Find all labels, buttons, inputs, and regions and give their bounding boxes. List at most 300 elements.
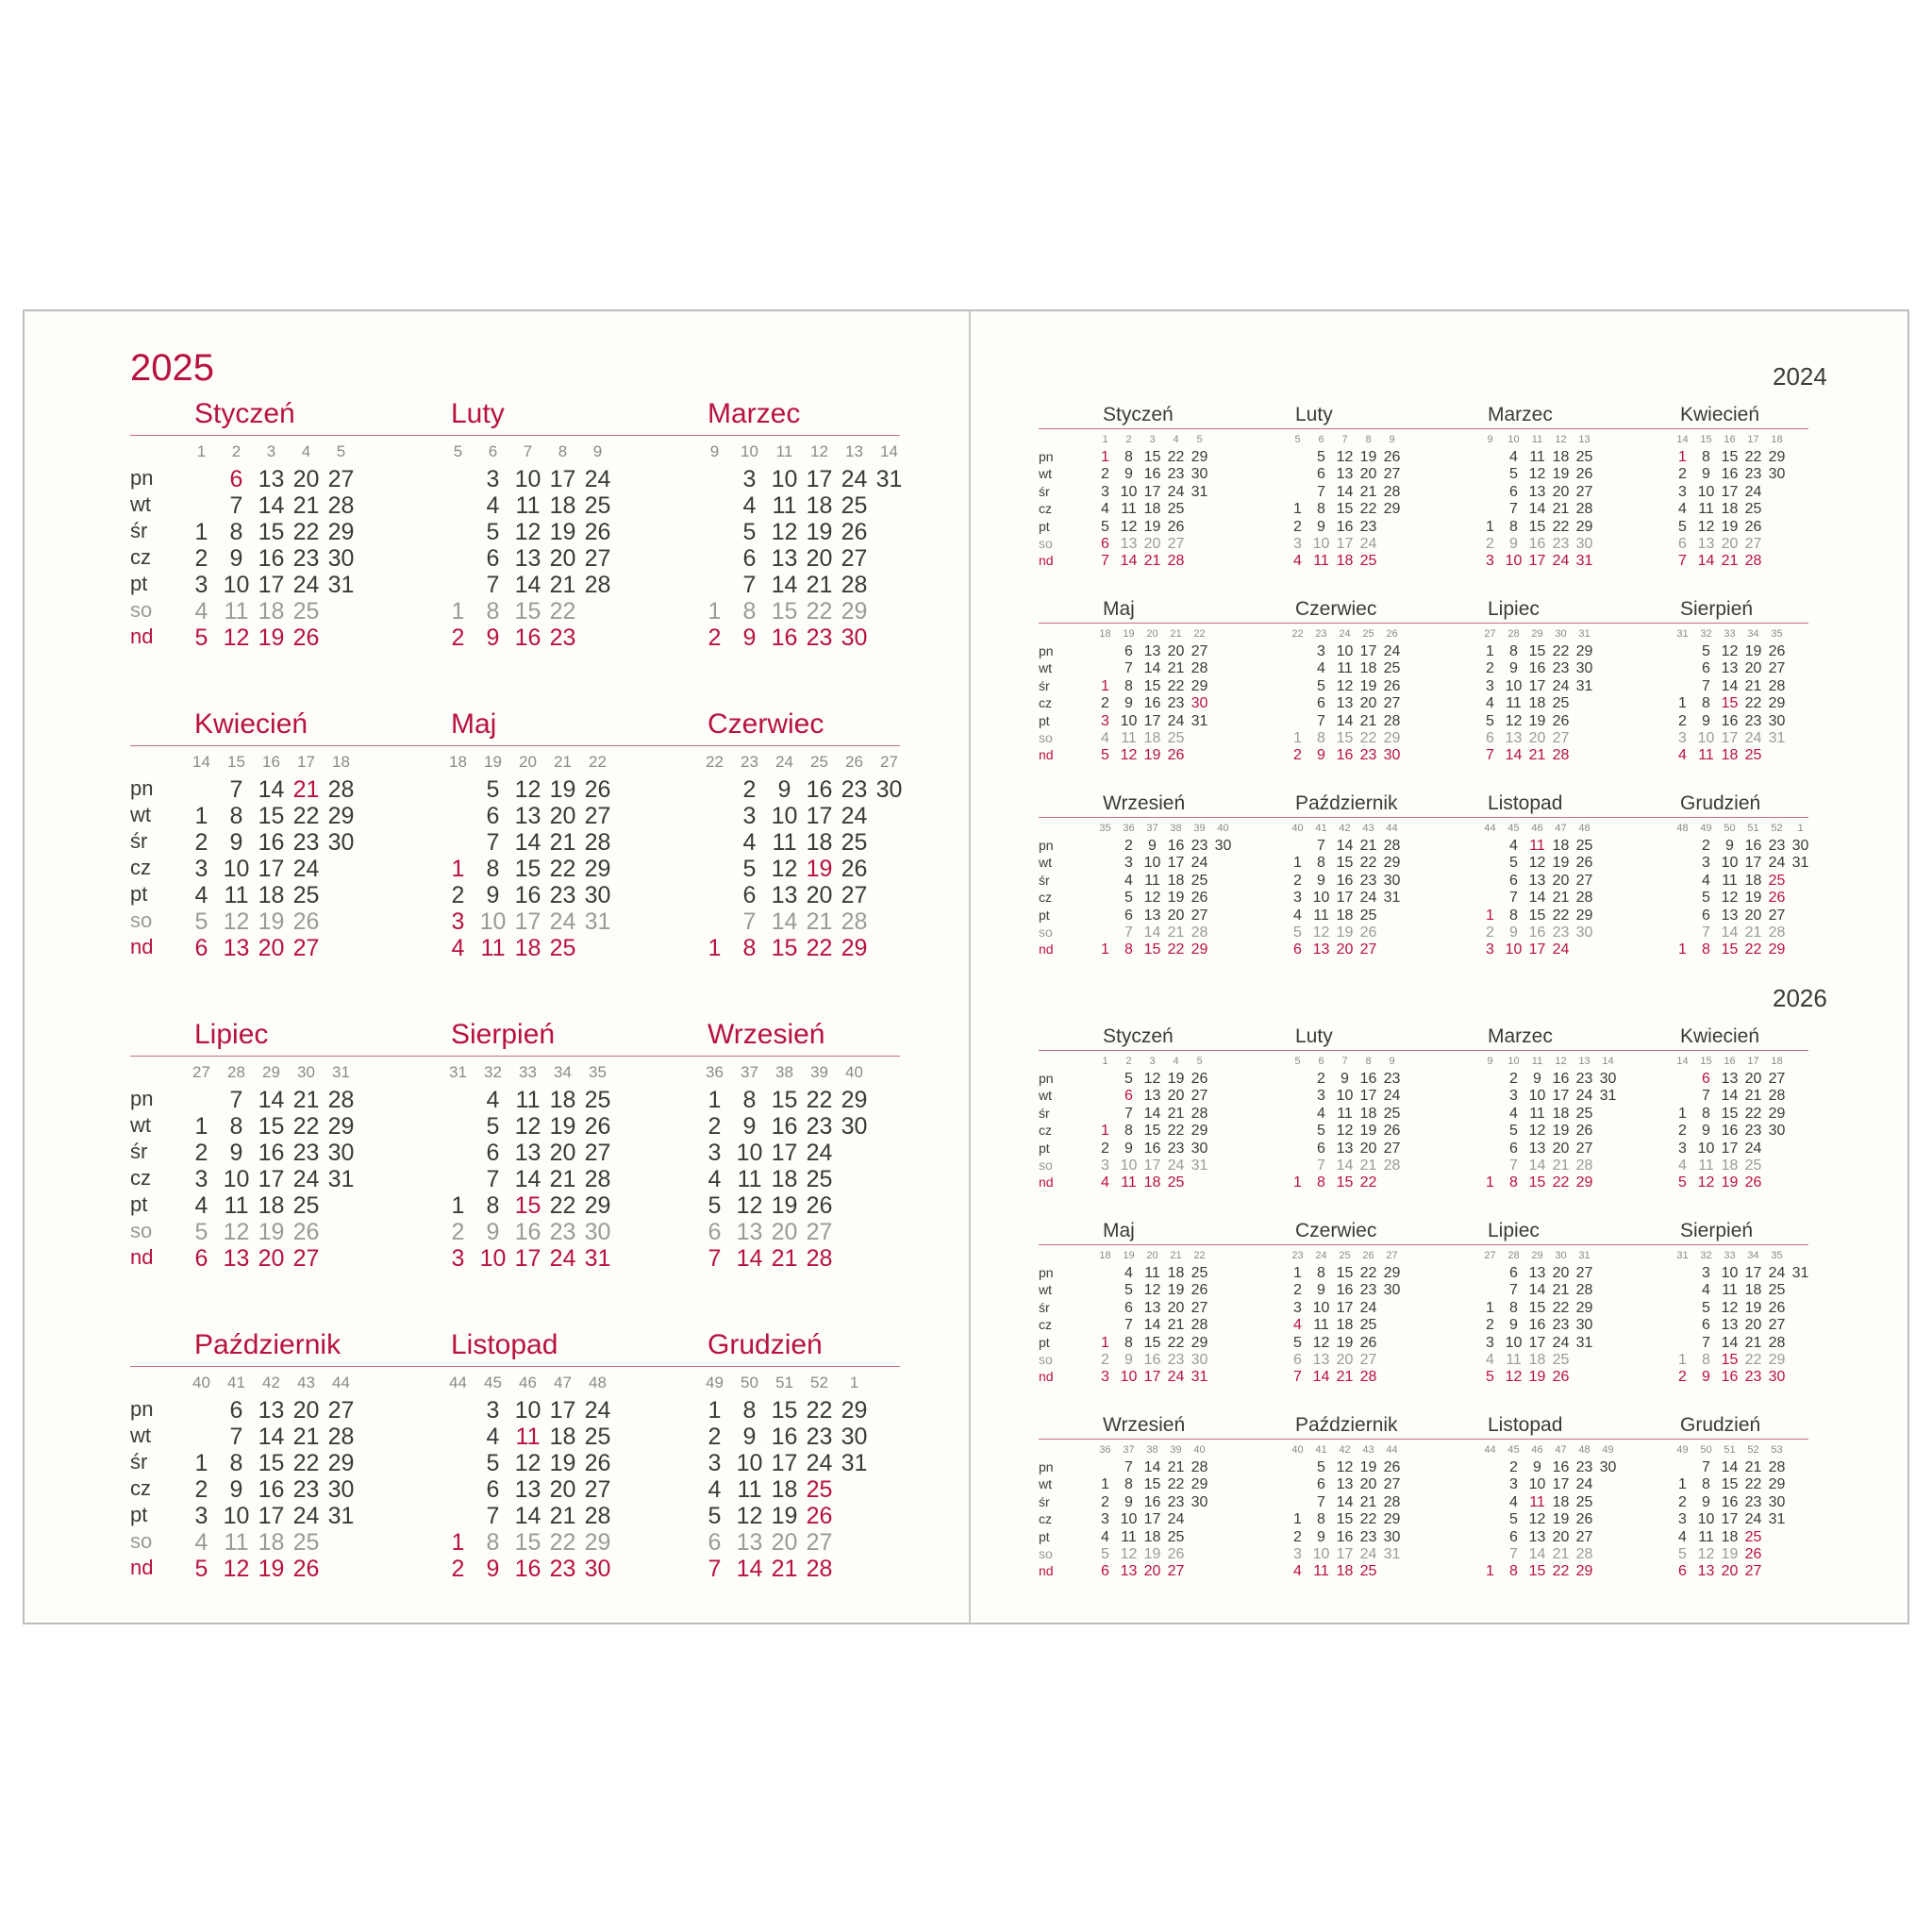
day-cell: 25 bbox=[806, 1476, 833, 1503]
day-cell: 27 bbox=[1383, 466, 1401, 483]
day-cell: 28 bbox=[1191, 1317, 1208, 1334]
week-number: 27 bbox=[1484, 1250, 1496, 1261]
day-cell: 2 bbox=[451, 882, 465, 908]
day-cell: 22 bbox=[1552, 518, 1570, 535]
day-cell: 15 bbox=[1143, 1334, 1161, 1351]
day-cell: 8 bbox=[1124, 677, 1133, 694]
day-cell: 9 bbox=[1317, 747, 1325, 764]
week-number: 5 bbox=[336, 442, 346, 460]
day-cell: 19 bbox=[1552, 1511, 1570, 1528]
day-cell: 30 bbox=[1599, 1459, 1617, 1475]
day-cell: 12 bbox=[1721, 1299, 1739, 1316]
week-number: 8 bbox=[1365, 1056, 1372, 1067]
day-cell: 6 bbox=[1509, 1265, 1518, 1281]
day-cell: 17 bbox=[806, 803, 833, 829]
day-cell: 7 bbox=[486, 829, 500, 856]
day-cell: 12 bbox=[1697, 518, 1715, 535]
day-cell: 29 bbox=[327, 1450, 355, 1476]
day-cell: 30 bbox=[1191, 1493, 1208, 1510]
day-cell: 18 bbox=[806, 829, 833, 856]
day-cell: 21 bbox=[1552, 1158, 1570, 1174]
day-cell: 6 bbox=[194, 1245, 208, 1272]
week-number: 43 bbox=[1362, 1444, 1374, 1456]
day-cell: 13 bbox=[771, 545, 798, 572]
day-cell: 16 bbox=[1721, 1493, 1739, 1510]
day-cell: 18 bbox=[806, 492, 833, 519]
month-rule bbox=[130, 1366, 387, 1367]
weekday-label-cz: cz bbox=[130, 1476, 151, 1500]
week-number: 24 bbox=[1315, 1250, 1327, 1261]
day-cell: 1 bbox=[1293, 501, 1302, 518]
day-cell: 13 bbox=[1336, 1140, 1354, 1157]
day-cell: 20 bbox=[1552, 1140, 1570, 1157]
day-cell: 6 bbox=[229, 1397, 243, 1424]
day-cell: 10 bbox=[514, 466, 541, 492]
week-number: 47 bbox=[554, 1374, 572, 1391]
day-cell: 18 bbox=[549, 492, 576, 519]
day-cell: 21 bbox=[1167, 1317, 1185, 1334]
day-cell: 21 bbox=[1167, 1459, 1185, 1475]
day-cell: 9 bbox=[229, 545, 243, 572]
day-cell: 28 bbox=[327, 776, 355, 803]
week-number: 38 bbox=[1170, 823, 1182, 834]
day-cell: 19 bbox=[1167, 890, 1185, 907]
day-cell: 4 bbox=[1702, 872, 1710, 889]
day-cell: 12 bbox=[514, 776, 541, 803]
week-number: 24 bbox=[775, 753, 793, 771]
week-number: 26 bbox=[845, 753, 863, 771]
day-cell: 25 bbox=[584, 1087, 611, 1113]
day-cell: 17 bbox=[1359, 1088, 1377, 1105]
day-cell: 29 bbox=[1575, 518, 1593, 535]
day-cell: 5 bbox=[1486, 1369, 1494, 1386]
day-cell: 28 bbox=[1191, 1459, 1208, 1475]
day-cell: 3 bbox=[1101, 1158, 1109, 1174]
day-cell: 16 bbox=[1359, 1071, 1377, 1087]
day-cell: 3 bbox=[194, 856, 208, 882]
page-right bbox=[969, 311, 1910, 1623]
day-cell: 20 bbox=[1721, 536, 1739, 552]
week-number: 33 bbox=[1724, 628, 1736, 640]
day-cell: 30 bbox=[1383, 1282, 1401, 1299]
week-number: 19 bbox=[1123, 1250, 1135, 1261]
month-name: Październik bbox=[1295, 1414, 1398, 1436]
day-cell: 31 bbox=[1383, 1546, 1401, 1562]
day-cell: 8 bbox=[229, 519, 243, 545]
day-cell: 16 bbox=[1721, 712, 1739, 729]
day-cell: 3 bbox=[1486, 677, 1494, 694]
week-number: 16 bbox=[262, 753, 280, 771]
day-cell: 22 bbox=[292, 1113, 320, 1140]
day-cell: 2 bbox=[1293, 747, 1302, 764]
day-cell: 24 bbox=[1744, 730, 1762, 746]
day-cell: 24 bbox=[1359, 890, 1377, 907]
day-cell: 13 bbox=[1336, 466, 1354, 483]
weekday-label-pt: pt bbox=[130, 882, 148, 906]
weekday-label-nd: nd bbox=[1039, 747, 1054, 763]
week-number: 14 bbox=[880, 442, 898, 460]
week-number: 4 bbox=[1173, 434, 1179, 445]
day-cell: 15 bbox=[514, 1192, 541, 1219]
day-cell: 14 bbox=[1697, 553, 1715, 570]
day-cell: 10 bbox=[736, 1140, 763, 1166]
day-cell: 5 bbox=[1317, 449, 1325, 465]
day-cell: 12 bbox=[1528, 855, 1546, 872]
day-cell: 26 bbox=[1383, 449, 1401, 465]
day-cell: 20 bbox=[549, 545, 576, 572]
day-cell: 29 bbox=[1191, 1123, 1208, 1140]
day-cell: 6 bbox=[1293, 941, 1302, 958]
weekday-label-pt: pt bbox=[1039, 907, 1050, 923]
day-cell: 24 bbox=[1552, 553, 1570, 570]
day-cell: 31 bbox=[327, 572, 355, 598]
day-cell: 5 bbox=[1124, 890, 1133, 907]
weekday-label-śr: śr bbox=[1039, 1299, 1050, 1315]
day-cell: 28 bbox=[1383, 712, 1401, 729]
day-cell: 13 bbox=[1336, 1476, 1354, 1493]
day-cell: 23 bbox=[1552, 1317, 1570, 1334]
day-cell: 4 bbox=[1293, 1317, 1302, 1334]
day-cell: 27 bbox=[1768, 907, 1786, 924]
day-cell: 17 bbox=[1359, 643, 1377, 659]
day-cell: 3 bbox=[1678, 1511, 1687, 1528]
day-cell: 11 bbox=[1698, 1158, 1714, 1174]
month-name: Czerwiec bbox=[708, 708, 824, 740]
weekday-label-cz: cz bbox=[130, 545, 151, 569]
day-cell: 23 bbox=[806, 1113, 833, 1140]
day-cell: 14 bbox=[1336, 838, 1354, 854]
day-cell: 3 bbox=[1317, 1088, 1325, 1105]
day-cell: 26 bbox=[1383, 1123, 1401, 1140]
day-cell: 19 bbox=[1359, 449, 1377, 465]
day-cell: 8 bbox=[742, 598, 757, 625]
day-cell: 17 bbox=[1336, 1546, 1354, 1562]
week-number: 9 bbox=[709, 442, 720, 460]
day-cell: 14 bbox=[1528, 1158, 1546, 1174]
day-cell: 22 bbox=[1167, 677, 1185, 694]
day-cell: 10 bbox=[736, 1450, 763, 1476]
day-cell: 8 bbox=[1317, 855, 1325, 872]
weekday-label-śr: śr bbox=[130, 829, 148, 853]
month-rule bbox=[1616, 817, 1808, 818]
day-cell: 18 bbox=[1336, 1317, 1354, 1334]
day-cell: 11 bbox=[1722, 872, 1738, 889]
day-cell: 16 bbox=[1528, 1317, 1546, 1334]
day-cell: 11 bbox=[772, 829, 797, 856]
weekday-label-śr: śr bbox=[1039, 872, 1050, 888]
day-cell: 18 bbox=[771, 1166, 798, 1192]
weekday-label-so: so bbox=[130, 908, 153, 932]
day-cell: 24 bbox=[1383, 1088, 1401, 1105]
day-cell: 18 bbox=[1167, 1265, 1185, 1281]
weekday-label-pn: pn bbox=[130, 1397, 154, 1421]
day-cell: 19 bbox=[549, 776, 576, 803]
day-cell: 28 bbox=[1383, 483, 1401, 500]
week-number: 22 bbox=[1193, 628, 1206, 640]
day-cell: 11 bbox=[1722, 1282, 1738, 1299]
day-cell: 12 bbox=[1143, 1282, 1161, 1299]
day-cell: 3 bbox=[486, 1397, 500, 1424]
day-cell: 2 bbox=[1124, 838, 1133, 854]
day-cell: 17 bbox=[1336, 890, 1354, 907]
day-cell: 29 bbox=[1768, 1352, 1786, 1368]
day-cell: 15 bbox=[1528, 1563, 1546, 1580]
day-cell: 30 bbox=[1575, 536, 1593, 552]
day-cell: 22 bbox=[292, 519, 320, 545]
weekday-label-pn: pn bbox=[1039, 838, 1054, 853]
day-cell: 30 bbox=[1383, 872, 1401, 889]
day-cell: 29 bbox=[327, 1113, 355, 1140]
day-cell: 10 bbox=[1120, 1511, 1138, 1528]
week-number: 17 bbox=[297, 753, 315, 771]
day-cell: 22 bbox=[1744, 695, 1762, 712]
week-number: 42 bbox=[262, 1374, 280, 1391]
day-cell: 11 bbox=[224, 882, 249, 908]
day-cell: 17 bbox=[1528, 1334, 1546, 1351]
day-cell: 4 bbox=[194, 598, 208, 625]
day-cell: 2 bbox=[1101, 1140, 1109, 1157]
day-cell: 8 bbox=[1702, 695, 1710, 712]
day-cell: 16 bbox=[1528, 536, 1546, 552]
day-cell: 19 bbox=[1167, 1071, 1185, 1087]
day-cell: 14 bbox=[514, 572, 541, 598]
day-cell: 17 bbox=[258, 1503, 285, 1529]
day-cell: 23 bbox=[1383, 1071, 1401, 1087]
day-cell: 22 bbox=[1167, 1334, 1185, 1351]
day-cell: 20 bbox=[1336, 1352, 1354, 1368]
day-cell: 27 bbox=[1191, 907, 1208, 924]
day-cell: 2 bbox=[742, 776, 757, 803]
day-cell: 28 bbox=[327, 492, 355, 519]
day-cell: 15 bbox=[514, 1529, 541, 1556]
day-cell: 6 bbox=[1101, 1563, 1109, 1580]
day-cell: 3 bbox=[1486, 1334, 1494, 1351]
week-number: 48 bbox=[589, 1374, 607, 1391]
month-name: Lipiec bbox=[1488, 598, 1540, 620]
week-number: 40 bbox=[1193, 1444, 1206, 1456]
day-cell: 21 bbox=[1552, 501, 1570, 518]
week-number: 6 bbox=[1318, 1056, 1324, 1067]
day-cell: 11 bbox=[1313, 553, 1329, 570]
day-cell: 10 bbox=[1505, 677, 1523, 694]
day-cell: 25 bbox=[1575, 449, 1593, 465]
weekday-label-wt: wt bbox=[1039, 1088, 1052, 1104]
day-cell: 23 bbox=[292, 829, 320, 856]
day-cell: 19 bbox=[771, 1503, 798, 1529]
day-cell: 25 bbox=[292, 882, 320, 908]
weekday-label-nd: nd bbox=[130, 625, 154, 648]
day-cell: 3 bbox=[1486, 553, 1494, 570]
day-cell: 24 bbox=[1744, 483, 1762, 500]
week-number: 30 bbox=[297, 1063, 315, 1081]
week-number: 22 bbox=[589, 753, 607, 771]
week-number: 31 bbox=[449, 1063, 467, 1081]
day-cell: 28 bbox=[1383, 838, 1401, 854]
day-cell: 12 bbox=[514, 519, 541, 545]
weekday-label-cz: cz bbox=[1039, 1317, 1052, 1333]
day-cell: 3 bbox=[1509, 1476, 1518, 1493]
day-cell: 15 bbox=[1528, 907, 1546, 924]
weekday-label-so: so bbox=[1039, 730, 1053, 745]
day-cell: 22 bbox=[549, 1192, 576, 1219]
weekday-label-so: so bbox=[130, 1219, 153, 1242]
day-cell: 21 bbox=[1359, 838, 1377, 854]
week-number: 40 bbox=[845, 1063, 863, 1081]
day-cell: 13 bbox=[1143, 1299, 1161, 1316]
day-cell: 23 bbox=[1359, 518, 1377, 535]
day-cell: 15 bbox=[1336, 501, 1354, 518]
day-cell: 11 bbox=[1529, 1493, 1545, 1510]
day-cell: 19 bbox=[1721, 1546, 1739, 1562]
day-cell: 24 bbox=[292, 856, 320, 882]
week-number: 50 bbox=[1724, 823, 1736, 834]
week-number: 13 bbox=[845, 442, 863, 460]
day-cell: 27 bbox=[1575, 872, 1593, 889]
week-number: 31 bbox=[1578, 1250, 1591, 1261]
weekday-label-śr: śr bbox=[1039, 1493, 1050, 1509]
week-number: 30 bbox=[1555, 628, 1567, 640]
day-cell: 10 bbox=[1336, 1088, 1354, 1105]
day-cell: 10 bbox=[1336, 643, 1354, 659]
day-cell: 27 bbox=[1167, 536, 1185, 552]
week-number: 13 bbox=[1578, 1056, 1591, 1067]
day-cell: 11 bbox=[1121, 1174, 1137, 1191]
day-cell: 7 bbox=[742, 572, 757, 598]
day-cell: 8 bbox=[1509, 907, 1518, 924]
day-cell: 26 bbox=[1744, 518, 1762, 535]
day-cell: 6 bbox=[1509, 1140, 1518, 1157]
day-cell: 4 bbox=[451, 935, 465, 961]
weekday-label-śr: śr bbox=[130, 1140, 148, 1163]
day-cell: 4 bbox=[1509, 449, 1518, 465]
day-cell: 11 bbox=[1698, 1528, 1714, 1545]
day-cell: 4 bbox=[1101, 501, 1109, 518]
day-cell: 17 bbox=[1336, 536, 1354, 552]
weekday-label-pt: pt bbox=[130, 1192, 148, 1216]
day-cell: 2 bbox=[194, 545, 208, 572]
day-cell: 6 bbox=[1293, 1352, 1302, 1368]
day-cell: 19 bbox=[806, 519, 833, 545]
day-cell: 8 bbox=[1124, 941, 1133, 958]
week-number: 31 bbox=[1578, 628, 1591, 640]
day-cell: 15 bbox=[514, 856, 541, 882]
week-number: 5 bbox=[1294, 1056, 1301, 1067]
day-cell: 27 bbox=[841, 545, 868, 572]
day-cell: 11 bbox=[1313, 1563, 1329, 1580]
day-cell: 29 bbox=[327, 803, 355, 829]
day-cell: 29 bbox=[1575, 1563, 1593, 1580]
day-cell: 27 bbox=[1768, 1071, 1786, 1087]
weekday-label-wt: wt bbox=[130, 1424, 151, 1447]
day-cell: 27 bbox=[806, 1529, 833, 1556]
day-cell: 10 bbox=[1721, 855, 1739, 872]
day-cell: 14 bbox=[1505, 747, 1523, 764]
day-cell: 9 bbox=[1317, 518, 1325, 535]
day-cell: 21 bbox=[1359, 483, 1377, 500]
day-cell: 19 bbox=[1721, 1174, 1739, 1191]
day-cell: 20 bbox=[1167, 643, 1185, 659]
day-cell: 26 bbox=[1191, 1071, 1208, 1087]
day-cell: 31 bbox=[841, 1450, 868, 1476]
day-cell: 24 bbox=[1552, 1334, 1570, 1351]
day-cell: 11 bbox=[1121, 730, 1137, 746]
day-cell: 10 bbox=[1120, 1369, 1138, 1386]
day-cell: 28 bbox=[806, 1245, 833, 1272]
day-cell: 16 bbox=[514, 625, 541, 651]
day-cell: 8 bbox=[486, 598, 500, 625]
day-cell: 21 bbox=[1336, 1369, 1354, 1386]
week-number: 18 bbox=[332, 753, 350, 771]
month-name: Kwiecień bbox=[1680, 404, 1760, 425]
day-cell: 19 bbox=[1359, 1123, 1377, 1140]
day-cell: 29 bbox=[841, 935, 868, 961]
week-number: 26 bbox=[1386, 628, 1398, 640]
day-cell: 20 bbox=[771, 1529, 798, 1556]
week-number: 27 bbox=[880, 753, 898, 771]
day-cell: 22 bbox=[549, 598, 576, 625]
day-cell: 12 bbox=[223, 625, 250, 651]
day-cell: 21 bbox=[806, 908, 833, 935]
day-cell: 10 bbox=[1505, 553, 1523, 570]
weekday-label-cz: cz bbox=[130, 856, 151, 879]
day-cell: 27 bbox=[1768, 1317, 1786, 1334]
day-cell: 3 bbox=[451, 908, 465, 935]
day-cell: 7 bbox=[1317, 1493, 1325, 1510]
day-cell: 4 bbox=[708, 1166, 722, 1192]
day-cell: 18 bbox=[258, 1192, 285, 1219]
day-cell: 3 bbox=[1101, 1369, 1109, 1386]
day-cell: 2 bbox=[451, 625, 465, 651]
day-cell: 29 bbox=[1383, 855, 1401, 872]
week-number: 5 bbox=[453, 442, 463, 460]
day-cell: 15 bbox=[1336, 1511, 1354, 1528]
day-cell: 25 bbox=[1744, 1528, 1762, 1545]
day-cell: 22 bbox=[1552, 1299, 1570, 1316]
day-cell: 28 bbox=[1191, 924, 1208, 941]
week-number: 34 bbox=[1747, 628, 1759, 640]
week-number: 46 bbox=[519, 1374, 537, 1391]
day-cell: 9 bbox=[1533, 1071, 1541, 1087]
day-cell: 20 bbox=[1359, 1476, 1377, 1493]
week-number: 47 bbox=[1555, 1444, 1567, 1456]
day-cell: 27 bbox=[806, 1219, 833, 1245]
day-cell: 19 bbox=[258, 625, 285, 651]
day-cell: 22 bbox=[1359, 1174, 1377, 1191]
day-cell: 21 bbox=[771, 1556, 798, 1582]
week-number: 37 bbox=[741, 1063, 758, 1081]
day-cell: 21 bbox=[1744, 1088, 1762, 1105]
day-cell: 17 bbox=[1552, 1476, 1570, 1493]
week-number: 45 bbox=[484, 1374, 502, 1391]
week-number: 49 bbox=[1700, 823, 1712, 834]
day-cell: 30 bbox=[1768, 712, 1786, 729]
day-cell: 2 bbox=[708, 625, 722, 651]
day-cell: 9 bbox=[1317, 1528, 1325, 1545]
day-cell: 28 bbox=[1191, 1105, 1208, 1122]
day-cell: 5 bbox=[1124, 1282, 1133, 1299]
day-cell: 29 bbox=[1768, 1105, 1786, 1122]
day-cell: 3 bbox=[1293, 1299, 1302, 1316]
day-cell: 4 bbox=[1124, 1265, 1133, 1281]
week-number: 31 bbox=[1676, 628, 1689, 640]
day-cell: 8 bbox=[1124, 1476, 1133, 1493]
day-cell: 1 bbox=[1678, 941, 1687, 958]
day-cell: 28 bbox=[841, 908, 868, 935]
day-cell: 1 bbox=[1678, 1105, 1687, 1122]
day-cell: 18 bbox=[258, 882, 285, 908]
day-cell: 1 bbox=[1486, 1563, 1494, 1580]
day-cell: 14 bbox=[1312, 1369, 1330, 1386]
